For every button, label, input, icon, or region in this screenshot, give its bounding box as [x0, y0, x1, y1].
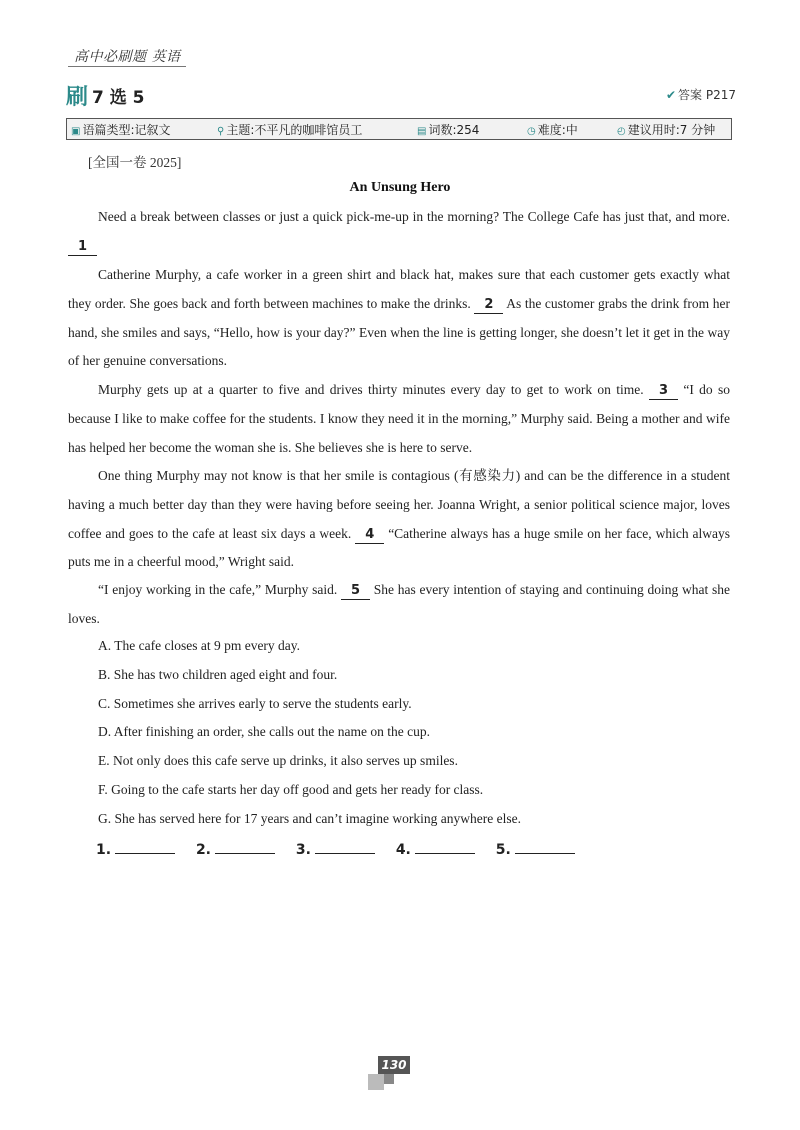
answer-slot-2[interactable]: 2. — [196, 842, 275, 858]
section-title: 7 选 5 — [92, 88, 145, 108]
answer-row — [96, 842, 591, 858]
option-e: E. Not only does this cafe serve up drinks, it also serves up smiles. — [98, 753, 458, 769]
shua-badge-icon: 刷 — [66, 85, 89, 110]
clock-icon: ◴ — [617, 126, 626, 137]
paragraph-5: “I enjoy working in the cafe,” Murphy said. 5 She has every intention of staying and continuing doing what she loves. — [68, 582, 731, 626]
answer-line — [515, 843, 575, 854]
options-list — [98, 632, 521, 834]
info-bar — [66, 118, 732, 140]
answer-line — [115, 843, 175, 854]
paragraph-3: Murphy gets up at a quarter to five and drives thirty minutes every day to get to work on time. 3 “I do so because I like to make coffee for the students. I know they need it in the morning,” Murphy said. Being a mother and wife has helped her become the woman she is. She believes she is here to serve. — [68, 382, 731, 455]
option-a: A. The cafe closes at 9 pm every day. — [98, 638, 301, 653]
check-icon: ✔ — [665, 88, 677, 102]
answer-slot-4[interactable]: 4. — [396, 842, 475, 858]
answer-reference — [666, 86, 736, 103]
info-time: ◴ 建议用时:7 分钟 — [617, 123, 716, 137]
answer-line — [215, 843, 275, 854]
paragraph-2: Catherine Murphy, a cafe worker in a green shirt and black hat, makes sure that each customer gets exactly what they order. She goes back and forth between machines to make the drinks. 2 As the customer grabs the drink from her hand, she smiles and says, “Hello, how is your day?” Even when the line is getting longer, she doesn’t let it get in the way of her genuine conversations. — [68, 267, 730, 369]
page-number-decoration-small — [384, 1074, 394, 1084]
blank-1[interactable]: 1 — [68, 239, 97, 256]
option-c: C. Sometimes she arrives early to serve the students early. — [98, 695, 412, 711]
header-series: 高中必刷题 英语 — [74, 49, 181, 65]
answer-slot-3[interactable]: 3. — [296, 842, 375, 858]
option-g: G. She has served here for 17 years and can’t imagine working anywhere else. — [98, 810, 521, 826]
info-genre: ▣ 语篇类型:记叙文 — [71, 123, 171, 137]
info-word-count: ▤ 词数:254 — [417, 123, 480, 137]
option-b: B. She has two children aged eight and four. — [98, 666, 338, 682]
paragraph-4: One thing Murphy may not know is that her smile is contagious (有感染力) and can be the difference in a student having a much better day than they were having before seeing her. Joanna Wright, a senior political science major, loves coffee and goes to the cafe at least six days a week. 4 “Catherine always has a huge smile on her face, which always puts me in a cheerful mood,” Wright said. — [68, 468, 731, 570]
header-divider — [68, 66, 186, 67]
blank-5[interactable]: 5 — [341, 583, 370, 600]
blank-3[interactable]: 3 — [649, 383, 678, 400]
answer-line — [315, 843, 375, 854]
answer-slot-5[interactable]: 5. — [496, 842, 575, 858]
option-d: D. After finishing an order, she calls out the name on the cup. — [98, 724, 430, 740]
option-f: F. Going to the cafe starts her day off good and gets her ready for class. — [98, 781, 484, 797]
document-icon: ▣ — [71, 126, 81, 137]
book-icon: ▤ — [417, 126, 427, 137]
exam-source: [全国一卷 2025] — [88, 155, 182, 170]
passage-title: An Unsung Hero — [349, 180, 451, 195]
answer-slot-1[interactable]: 1. — [96, 842, 175, 858]
page-number-decoration — [368, 1074, 384, 1090]
info-difficulty: ◷ 难度:中 — [527, 123, 578, 137]
page-number: 130 — [378, 1056, 410, 1074]
answer-line — [415, 843, 475, 854]
search-icon: ⚲ — [217, 126, 225, 137]
section-title-row — [66, 80, 736, 108]
paragraph-1: Need a break between classes or just a quick pick-me-up in the morning? The College Cafe has just that, and more. 1 — [68, 203, 730, 261]
gauge-icon: ◷ — [527, 126, 536, 137]
blank-2[interactable]: 2 — [474, 297, 503, 314]
blank-4[interactable]: 4 — [355, 527, 384, 544]
info-topic: ⚲ 主题:不平凡的咖啡馆员工 — [217, 123, 363, 137]
answer-ref-text: 答案 P217 — [678, 88, 736, 102]
